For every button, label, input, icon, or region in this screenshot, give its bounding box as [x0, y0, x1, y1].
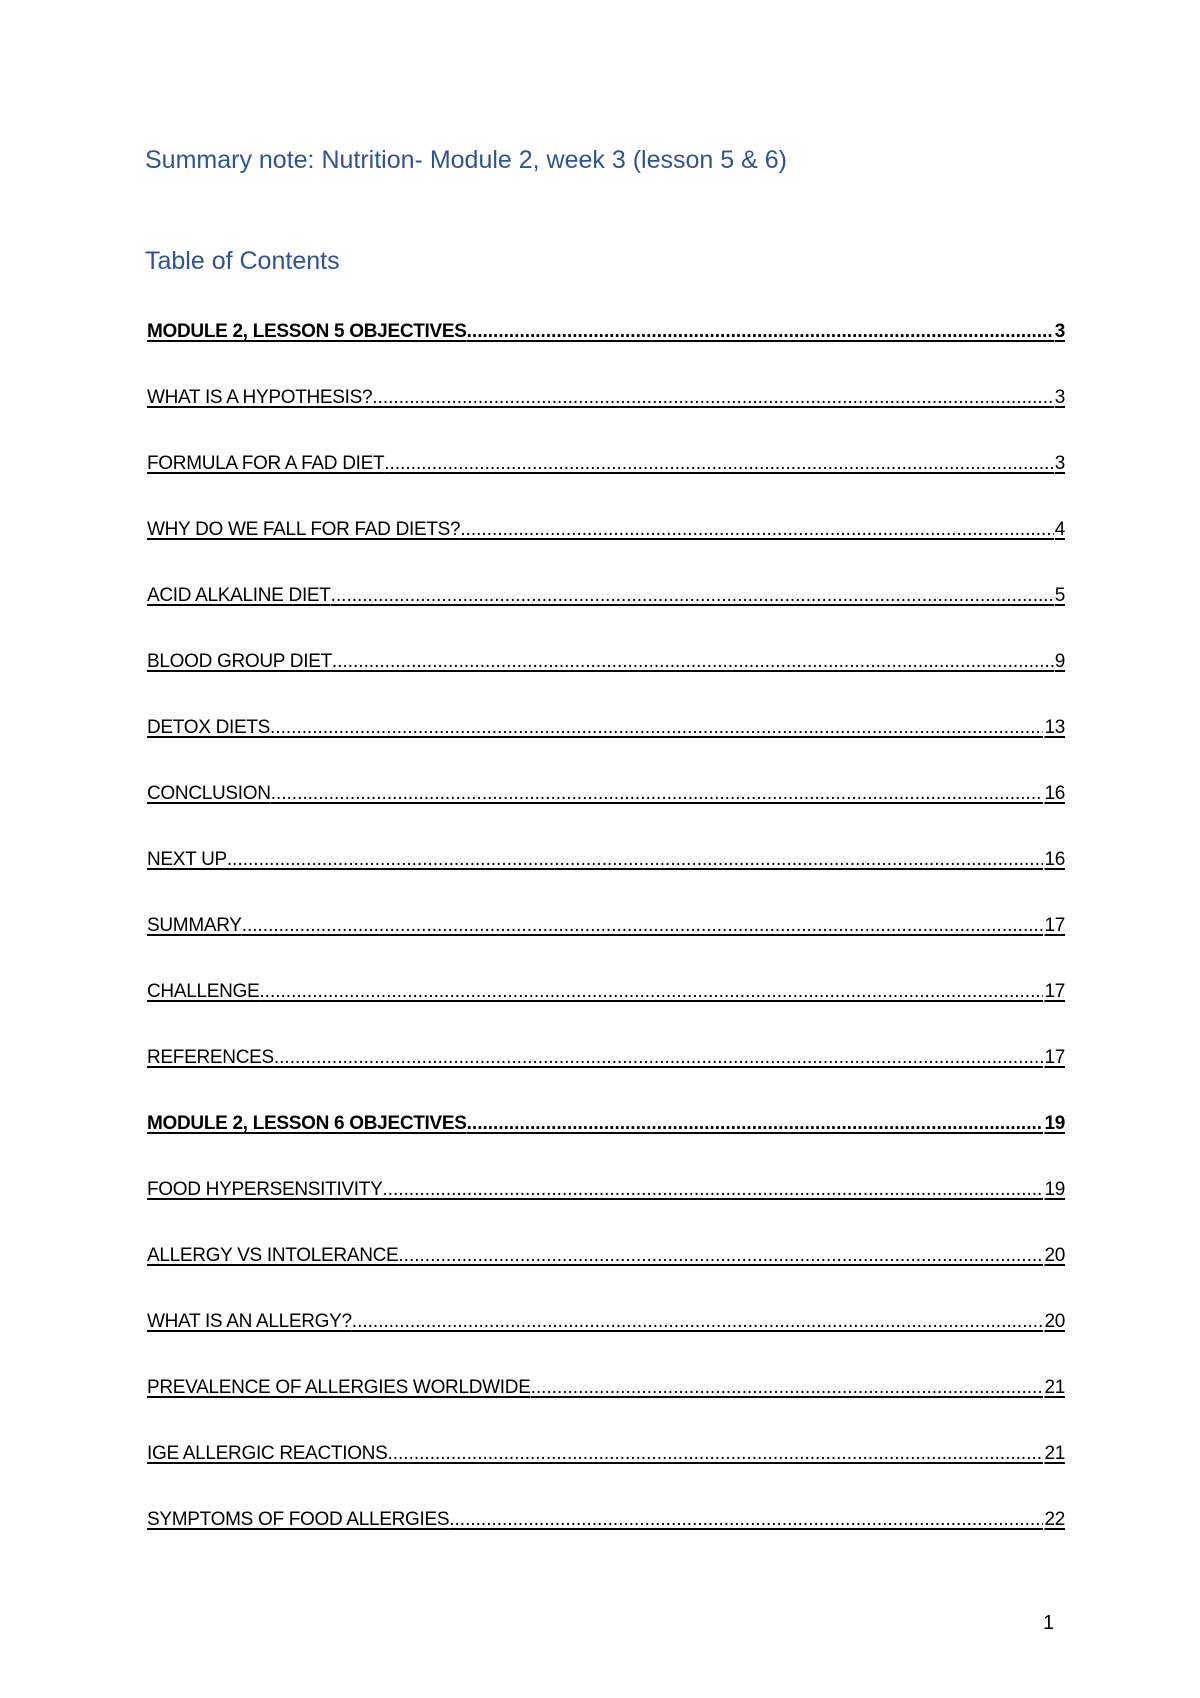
- toc-page-number: 4: [1054, 519, 1065, 540]
- toc-entry-label: WHY DO WE FALL FOR FAD DIETS?: [147, 519, 461, 540]
- toc-entry[interactable]: [147, 1310, 1065, 1376]
- toc-dot-leader: [460, 518, 1053, 542]
- toc-entry[interactable]: [147, 1178, 1065, 1244]
- toc-page-number: 9: [1054, 651, 1065, 672]
- toc-entry-label: BLOOD GROUP DIET: [147, 651, 332, 672]
- toc-heading: Table of Contents: [145, 247, 340, 275]
- toc-dot-leader: [467, 320, 1054, 344]
- toc-entry[interactable]: [147, 782, 1065, 848]
- toc-entry[interactable]: [147, 980, 1065, 1046]
- toc-entry-label: ALLERGY VS INTOLERANCE: [147, 1245, 399, 1266]
- toc-entry[interactable]: [147, 650, 1065, 716]
- toc-entry[interactable]: [147, 584, 1065, 650]
- toc-dot-leader: [372, 386, 1053, 410]
- table-of-contents: [147, 320, 1065, 1574]
- toc-dot-leader: [449, 1508, 1043, 1532]
- toc-dot-leader: [384, 452, 1053, 476]
- toc-entry[interactable]: [147, 1244, 1065, 1310]
- toc-page-number: 13: [1044, 717, 1065, 738]
- toc-entry-label: WHAT IS AN ALLERGY?: [147, 1311, 352, 1332]
- toc-entry[interactable]: [147, 452, 1065, 518]
- toc-entry[interactable]: [147, 848, 1065, 914]
- toc-page-number: 3: [1054, 387, 1065, 408]
- toc-dot-leader: [270, 716, 1043, 740]
- toc-dot-leader: [274, 1046, 1044, 1070]
- toc-dot-leader: [382, 1178, 1043, 1202]
- toc-entry[interactable]: [147, 1442, 1065, 1508]
- toc-entry[interactable]: [147, 518, 1065, 584]
- document-title: Summary note: Nutrition- Module 2, week 3 (lesson 5 & 6): [145, 146, 787, 174]
- toc-dot-leader: [259, 980, 1043, 1004]
- toc-page-number: 19: [1044, 1113, 1065, 1134]
- toc-entry-label: IGE ALLERGIC REACTIONS: [147, 1443, 388, 1464]
- toc-page-number: 16: [1044, 783, 1065, 804]
- toc-entry[interactable]: [147, 914, 1065, 980]
- toc-page-number: 20: [1044, 1245, 1065, 1266]
- toc-entry-label: FORMULA FOR A FAD DIET: [147, 453, 385, 474]
- toc-page-number: 3: [1054, 453, 1065, 474]
- toc-dot-leader: [352, 1310, 1044, 1334]
- toc-entry[interactable]: [147, 1112, 1065, 1178]
- toc-dot-leader: [332, 650, 1054, 674]
- toc-page-number: 21: [1044, 1443, 1065, 1464]
- toc-page-number: 17: [1044, 915, 1065, 936]
- toc-entry-label: MODULE 2, LESSON 6 OBJECTIVES: [147, 1113, 467, 1134]
- toc-page-number: 17: [1044, 1047, 1065, 1068]
- toc-page-number: 5: [1054, 585, 1065, 606]
- toc-page-number: 19: [1044, 1179, 1065, 1200]
- toc-entry-label: MODULE 2, LESSON 5 OBJECTIVES: [147, 321, 467, 342]
- toc-entry-label: REFERENCES: [147, 1047, 274, 1068]
- toc-dot-leader: [467, 1112, 1044, 1136]
- toc-entry-label: CHALLENGE: [147, 981, 260, 1002]
- toc-entry[interactable]: [147, 1046, 1065, 1112]
- toc-page-number: 3: [1054, 321, 1065, 342]
- toc-dot-leader: [331, 584, 1054, 608]
- toc-page-number: 20: [1044, 1311, 1065, 1332]
- toc-entry[interactable]: [147, 386, 1065, 452]
- toc-entry-label: SYMPTOMS OF FOOD ALLERGIES: [147, 1509, 450, 1530]
- toc-entry[interactable]: [147, 1508, 1065, 1574]
- toc-entry-label: PREVALENCE OF ALLERGIES WORLDWIDE: [147, 1377, 531, 1398]
- toc-page-number: 22: [1044, 1509, 1065, 1530]
- toc-entry-label: FOOD HYPERSENSITIVITY: [147, 1179, 383, 1200]
- toc-page-number: 16: [1044, 849, 1065, 870]
- toc-dot-leader: [242, 914, 1044, 938]
- toc-entry-label: ACID ALKALINE DIET: [147, 585, 331, 606]
- toc-entry-label: CONCLUSION: [147, 783, 271, 804]
- toc-entry[interactable]: [147, 1376, 1065, 1442]
- toc-dot-leader: [387, 1442, 1043, 1466]
- toc-entry-label: DETOX DIETS: [147, 717, 271, 738]
- toc-entry-label: SUMMARY: [147, 915, 242, 936]
- page-number: 1: [1043, 1612, 1055, 1634]
- toc-entry[interactable]: [147, 320, 1065, 386]
- toc-dot-leader: [271, 782, 1044, 806]
- toc-entry[interactable]: [147, 716, 1065, 782]
- toc-entry-label: WHAT IS A HYPOTHESIS?: [147, 387, 373, 408]
- toc-page-number: 21: [1044, 1377, 1065, 1398]
- toc-page-number: 17: [1044, 981, 1065, 1002]
- toc-dot-leader: [227, 848, 1044, 872]
- toc-dot-leader: [398, 1244, 1043, 1268]
- toc-entry-label: NEXT UP: [147, 849, 227, 870]
- toc-dot-leader: [531, 1376, 1044, 1400]
